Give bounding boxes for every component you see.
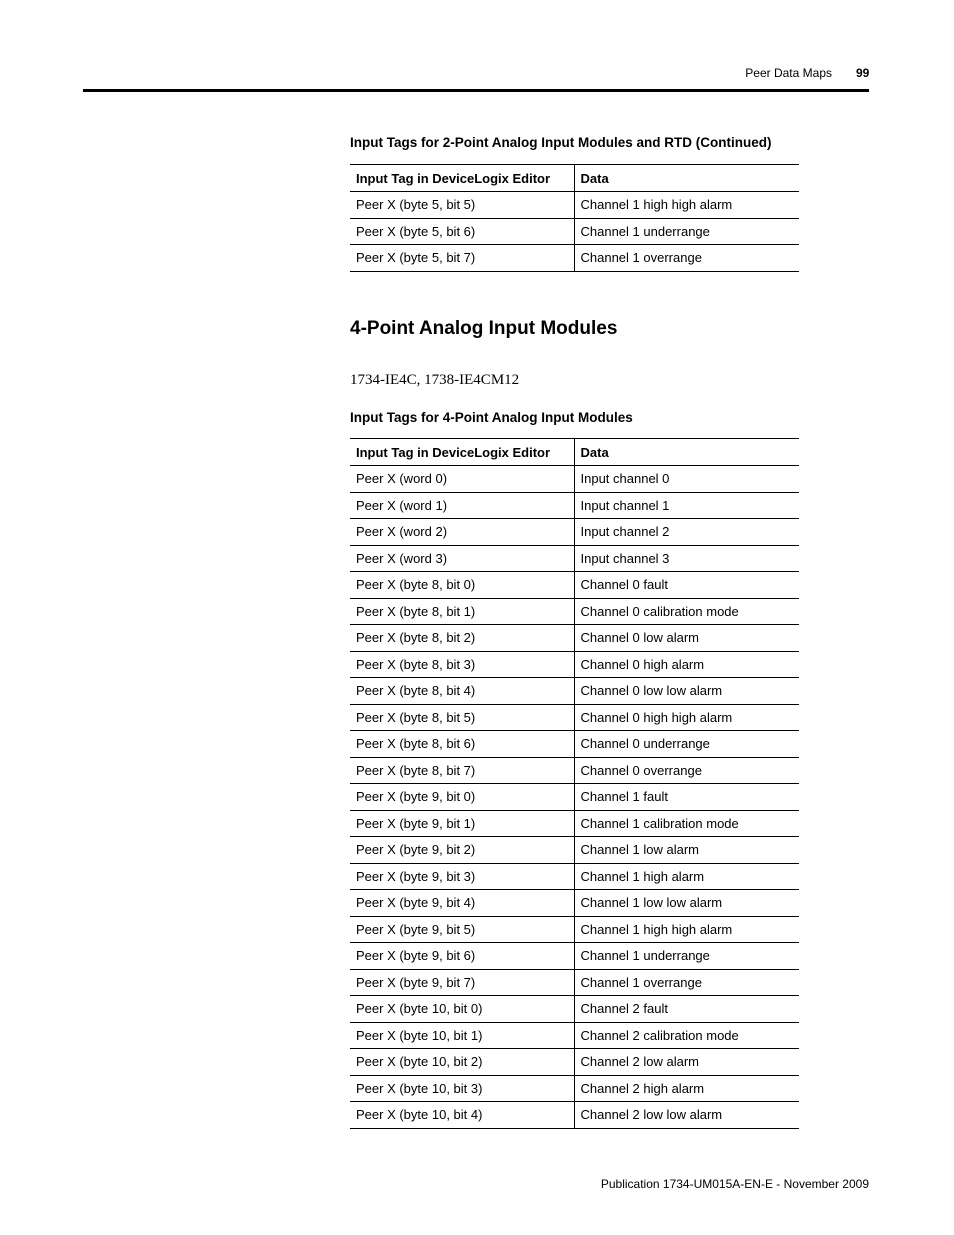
table-row bbox=[350, 519, 799, 546]
cell-input-tag: Peer X (byte 9, bit 7) bbox=[350, 969, 574, 996]
cell-data: Channel 0 low low alarm bbox=[574, 678, 799, 705]
cell-input-tag: Peer X (word 0) bbox=[350, 466, 574, 493]
table-row bbox=[350, 545, 799, 572]
cell-input-tag: Peer X (byte 10, bit 1) bbox=[350, 1022, 574, 1049]
cell-data: Channel 1 high high alarm bbox=[574, 916, 799, 943]
table-row bbox=[350, 943, 799, 970]
table-row bbox=[350, 969, 799, 996]
cell-data: Channel 0 low alarm bbox=[574, 625, 799, 652]
cell-data: Channel 2 low alarm bbox=[574, 1049, 799, 1076]
cell-input-tag: Peer X (word 1) bbox=[350, 492, 574, 519]
cell-data: Channel 1 overrange bbox=[574, 969, 799, 996]
cell-input-tag: Peer X (byte 10, bit 4) bbox=[350, 1102, 574, 1129]
cell-data: Channel 0 overrange bbox=[574, 757, 799, 784]
cell-data: Channel 1 high high alarm bbox=[574, 192, 799, 219]
cell-input-tag: Peer X (byte 5, bit 6) bbox=[350, 218, 574, 245]
table-row bbox=[350, 492, 799, 519]
page-number: 99 bbox=[856, 66, 870, 80]
cell-data: Input channel 1 bbox=[574, 492, 799, 519]
cell-input-tag: Peer X (byte 9, bit 0) bbox=[350, 784, 574, 811]
cell-input-tag: Peer X (byte 10, bit 2) bbox=[350, 1049, 574, 1076]
table1-header-row bbox=[350, 165, 799, 192]
column-header-data: Data bbox=[574, 439, 799, 466]
table-row bbox=[350, 890, 799, 917]
cell-data: Channel 0 underrange bbox=[574, 731, 799, 758]
table-row bbox=[350, 651, 799, 678]
cell-input-tag: Peer X (byte 10, bit 3) bbox=[350, 1075, 574, 1102]
table-row bbox=[350, 704, 799, 731]
cell-input-tag: Peer X (byte 5, bit 5) bbox=[350, 192, 574, 219]
table2-caption: Input Tags for 4-Point Analog Input Modules bbox=[350, 410, 633, 425]
cell-data: Channel 1 overrange bbox=[574, 245, 799, 272]
cell-data: Channel 0 high alarm bbox=[574, 651, 799, 678]
table-row bbox=[350, 466, 799, 493]
cell-input-tag: Peer X (byte 9, bit 1) bbox=[350, 810, 574, 837]
table-row bbox=[350, 1075, 799, 1102]
cell-data: Input channel 0 bbox=[574, 466, 799, 493]
table-row bbox=[350, 678, 799, 705]
cell-data: Channel 0 calibration mode bbox=[574, 598, 799, 625]
cell-input-tag: Peer X (byte 9, bit 5) bbox=[350, 916, 574, 943]
cell-data: Channel 1 low alarm bbox=[574, 837, 799, 864]
table-row bbox=[350, 1102, 799, 1129]
table2-header-row bbox=[350, 439, 799, 466]
table-row bbox=[350, 598, 799, 625]
cell-input-tag: Peer X (byte 9, bit 6) bbox=[350, 943, 574, 970]
table-row bbox=[350, 757, 799, 784]
cell-input-tag: Peer X (byte 8, bit 7) bbox=[350, 757, 574, 784]
cell-input-tag: Peer X (byte 8, bit 5) bbox=[350, 704, 574, 731]
table-row bbox=[350, 837, 799, 864]
publication-footer: Publication 1734-UM015A-EN-E - November 2009 bbox=[600, 1177, 869, 1191]
column-header-input-tag: Input Tag in DeviceLogix Editor bbox=[350, 439, 574, 466]
cell-data: Channel 2 fault bbox=[574, 996, 799, 1023]
cell-input-tag: Peer X (byte 8, bit 0) bbox=[350, 572, 574, 599]
cell-input-tag: Peer X (byte 8, bit 4) bbox=[350, 678, 574, 705]
cell-data: Channel 2 high alarm bbox=[574, 1075, 799, 1102]
table-row bbox=[350, 731, 799, 758]
column-header-input-tag: Input Tag in DeviceLogix Editor bbox=[350, 165, 574, 192]
cell-data: Channel 1 fault bbox=[574, 784, 799, 811]
cell-input-tag: Peer X (byte 9, bit 2) bbox=[350, 837, 574, 864]
table-row bbox=[350, 916, 799, 943]
cell-input-tag: Peer X (byte 8, bit 1) bbox=[350, 598, 574, 625]
table-row bbox=[350, 218, 799, 245]
cell-data: Input channel 3 bbox=[574, 545, 799, 572]
table-row bbox=[350, 863, 799, 890]
table-row bbox=[350, 572, 799, 599]
cell-data: Input channel 2 bbox=[574, 519, 799, 546]
table-row bbox=[350, 625, 799, 652]
cell-input-tag: Peer X (byte 8, bit 3) bbox=[350, 651, 574, 678]
table2 bbox=[350, 438, 799, 1129]
cell-input-tag: Peer X (byte 9, bit 4) bbox=[350, 890, 574, 917]
table2-body bbox=[350, 466, 799, 1129]
cell-data: Channel 2 calibration mode bbox=[574, 1022, 799, 1049]
cell-data: Channel 1 low low alarm bbox=[574, 890, 799, 917]
section-title: 4-Point Analog Input Modules bbox=[350, 318, 618, 339]
cell-data: Channel 0 high high alarm bbox=[574, 704, 799, 731]
cell-input-tag: Peer X (word 3) bbox=[350, 545, 574, 572]
table1-body bbox=[350, 192, 799, 272]
table-row bbox=[350, 192, 799, 219]
cell-data: Channel 1 high alarm bbox=[574, 863, 799, 890]
cell-input-tag: Peer X (byte 8, bit 2) bbox=[350, 625, 574, 652]
cell-data: Channel 0 fault bbox=[574, 572, 799, 599]
table1 bbox=[350, 164, 799, 272]
table1-caption: Input Tags for 2-Point Analog Input Modules and RTD (Continued) bbox=[350, 135, 772, 150]
cell-data: Channel 1 calibration mode bbox=[574, 810, 799, 837]
table-row bbox=[350, 1049, 799, 1076]
cell-data: Channel 1 underrange bbox=[574, 218, 799, 245]
cell-input-tag: Peer X (word 2) bbox=[350, 519, 574, 546]
cell-input-tag: Peer X (byte 9, bit 3) bbox=[350, 863, 574, 890]
cell-input-tag: Peer X (byte 5, bit 7) bbox=[350, 245, 574, 272]
cell-input-tag: Peer X (byte 10, bit 0) bbox=[350, 996, 574, 1023]
table-row bbox=[350, 810, 799, 837]
column-header-data: Data bbox=[574, 165, 799, 192]
cell-data: Channel 1 underrange bbox=[574, 943, 799, 970]
module-models: 1734-IE4C, 1738-IE4CM12 bbox=[350, 372, 520, 388]
table-row bbox=[350, 1022, 799, 1049]
cell-input-tag: Peer X (byte 8, bit 6) bbox=[350, 731, 574, 758]
header-rule bbox=[83, 89, 869, 92]
table-row bbox=[350, 784, 799, 811]
cell-data: Channel 2 low low alarm bbox=[574, 1102, 799, 1129]
table-row bbox=[350, 996, 799, 1023]
table-row bbox=[350, 245, 799, 272]
running-header-section: Peer Data Maps bbox=[745, 66, 832, 80]
